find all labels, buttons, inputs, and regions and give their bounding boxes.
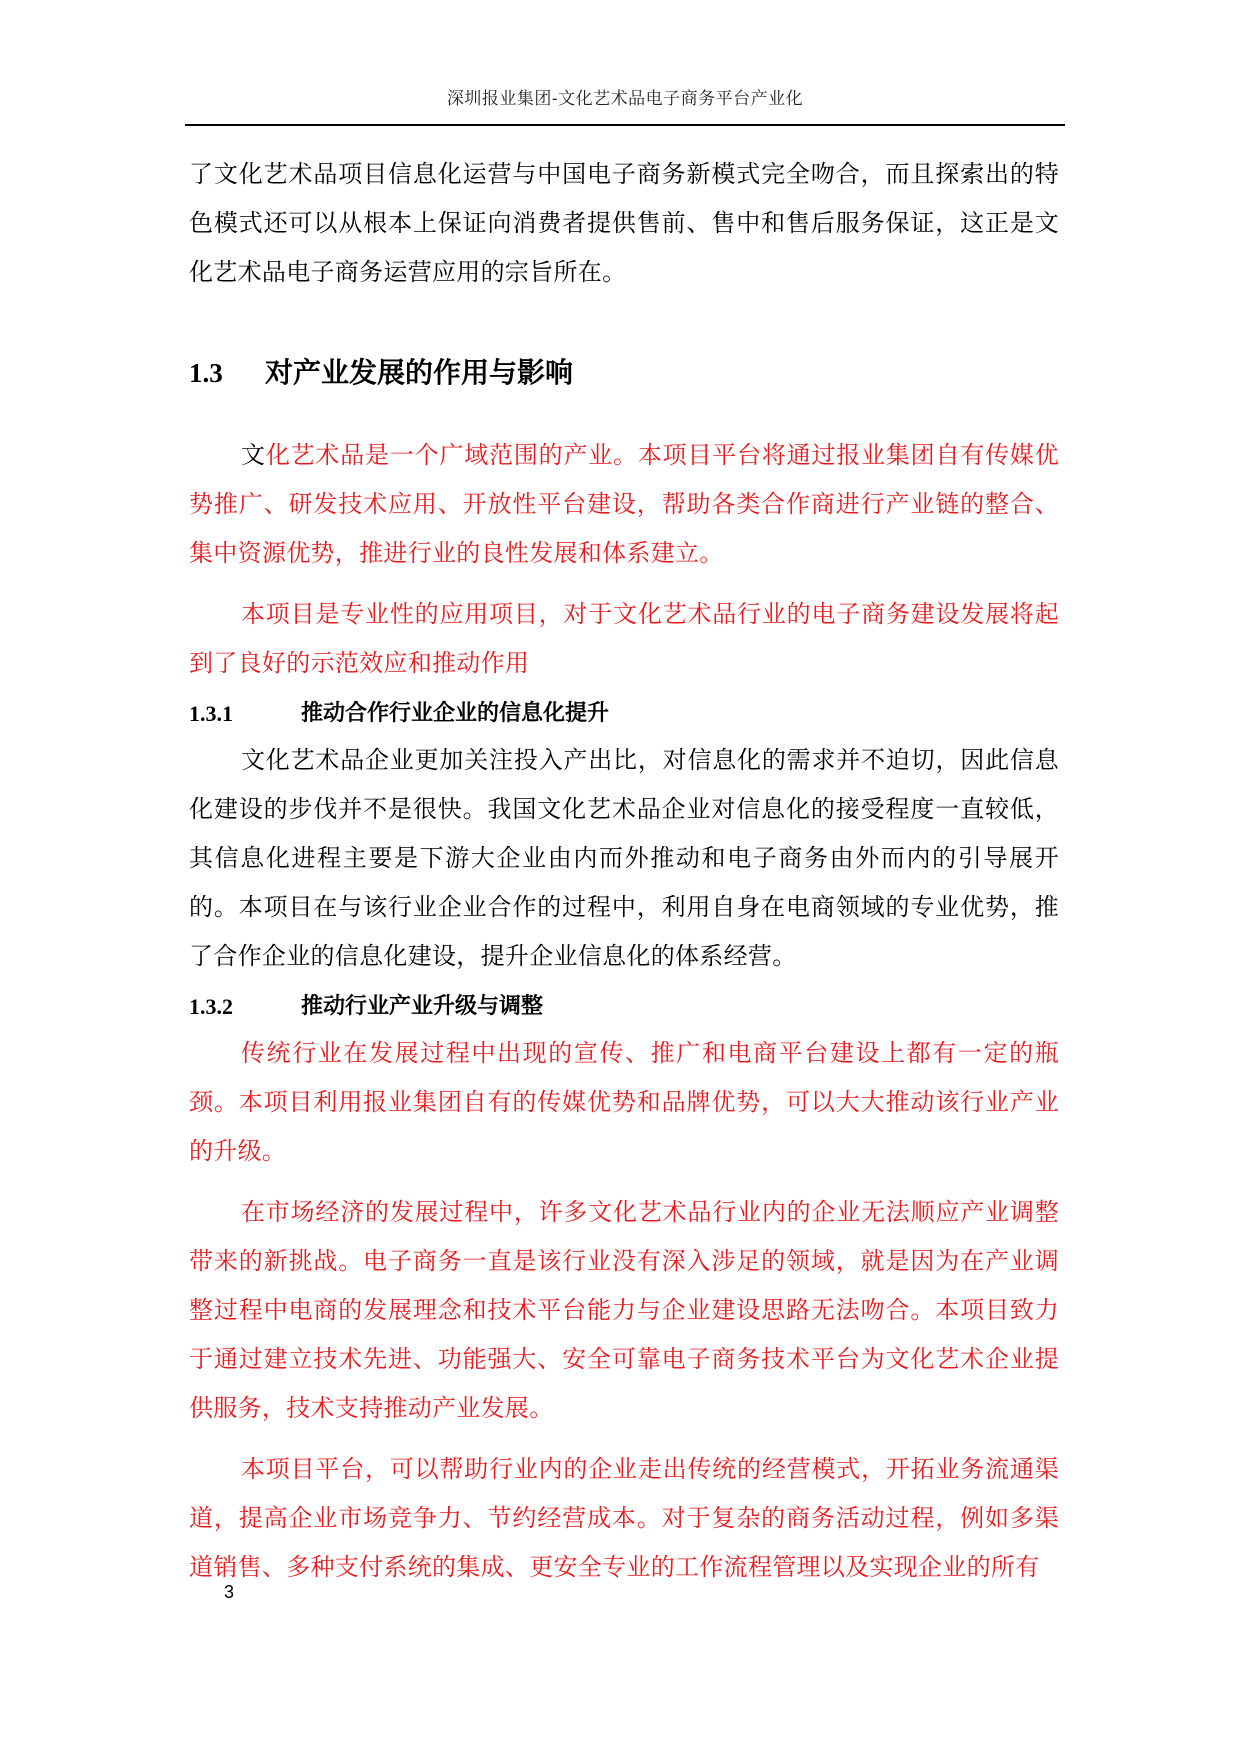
subsection-heading-1-3-1 [189, 694, 1059, 734]
section-1-3-1-paragraph: 文化艺术品企业更加关注投入产出比，对信息化的需求并不迫切，因此信息化建设的步伐并不是很快。我国文化艺术品企业对信息化的接受程度一直较低，其信息化进程主要是下游大企业由内而外推动和电子商务由外而内的引导展开的。本项目在与该行业企业合作的过程中，利用自身在电商领域的专业优势，推了合作企业的信息化建设，提升企业信息化的体系经营。 [189, 746, 1059, 970]
section-title: 对产业发展的作用与影响 [265, 356, 574, 389]
paragraph-lead-char: 文 [241, 441, 266, 469]
section-1-3-2-paragraph-2: 在市场经济的发展过程中，许多文化艺术品行业内的企业无法顺应产业调整带来的新挑战。电子商务一直是该行业没有深入涉足的领域，就是因为在产业调整过程中电商的发展理念和技术平台能力与企业建设思路无法吻合。本项目致力于通过建立技术先进、功能强大、安全可靠电子商务技术平台为文化艺术企业提供服务，技术支持推动产业发展。 [189, 1198, 1059, 1422]
section-1-3-2-paragraph-1: 传统行业在发展过程中出现的宣传、推广和电商平台建设上都有一定的瓶颈。本项目利用报业集团自有的传媒优势和品牌优势，可以大大推动该行业产业的升级。 [189, 1039, 1059, 1165]
paragraph-gap [189, 578, 1059, 590]
paragraph-gap [189, 1176, 1059, 1188]
subsection-title: 推动合作行业企业的信息化提升 [301, 701, 610, 726]
subsection-title: 推动行业产业升级与调整 [301, 994, 544, 1019]
intro-paragraph: 了文化艺术品项目信息化运营与中国电子商务新模式完全吻合，而且探索出的特色模式还可以从根本上保证向消费者提供售前、售中和售后服务保证，这正是文化艺术品电子商务运营应用的宗旨所在。 [189, 160, 1059, 286]
page-header [185, 82, 1065, 126]
section-number: 1.3 [189, 358, 223, 388]
section-1-3-paragraph-1 [189, 431, 1059, 578]
section-1-3-2-paragraph-3: 本项目平台，可以帮助行业内的企业走出传统的经营模式，开拓业务流通渠道，提高企业市场竞争力、节约经营成本。对于复杂的商务活动过程，例如多渠道销售、多种支付系统的集成、更安全专业的工作流程管理以及实现企业的所有 [189, 1455, 1059, 1581]
subsection-heading-1-3-2 [189, 987, 1059, 1027]
paragraph-gap [189, 1433, 1059, 1445]
highlighted-text: 化艺术品是一个广域范围的产业。本项目平台将通过报业集团自有传媒优势推广、研发技术应用、开放性平台建设，帮助各类合作商进行产业链的整合、集中资源优势，推进行业的良性发展和体系建立。 [189, 441, 1059, 567]
page-number: 3 [224, 1582, 235, 1602]
section-1-3-paragraph-2: 本项目是专业性的应用项目，对于文化艺术品行业的电子商务建设发展将起到了良好的示范效应和推动作用 [189, 600, 1059, 677]
subsection-number: 1.3.1 [189, 701, 233, 726]
document-body [189, 150, 1059, 1592]
section-heading-1-3 [189, 353, 1059, 393]
subsection-number: 1.3.2 [189, 994, 233, 1019]
header-title: 深圳报业集团-文化艺术品电子商务平台产业化 [446, 89, 804, 109]
